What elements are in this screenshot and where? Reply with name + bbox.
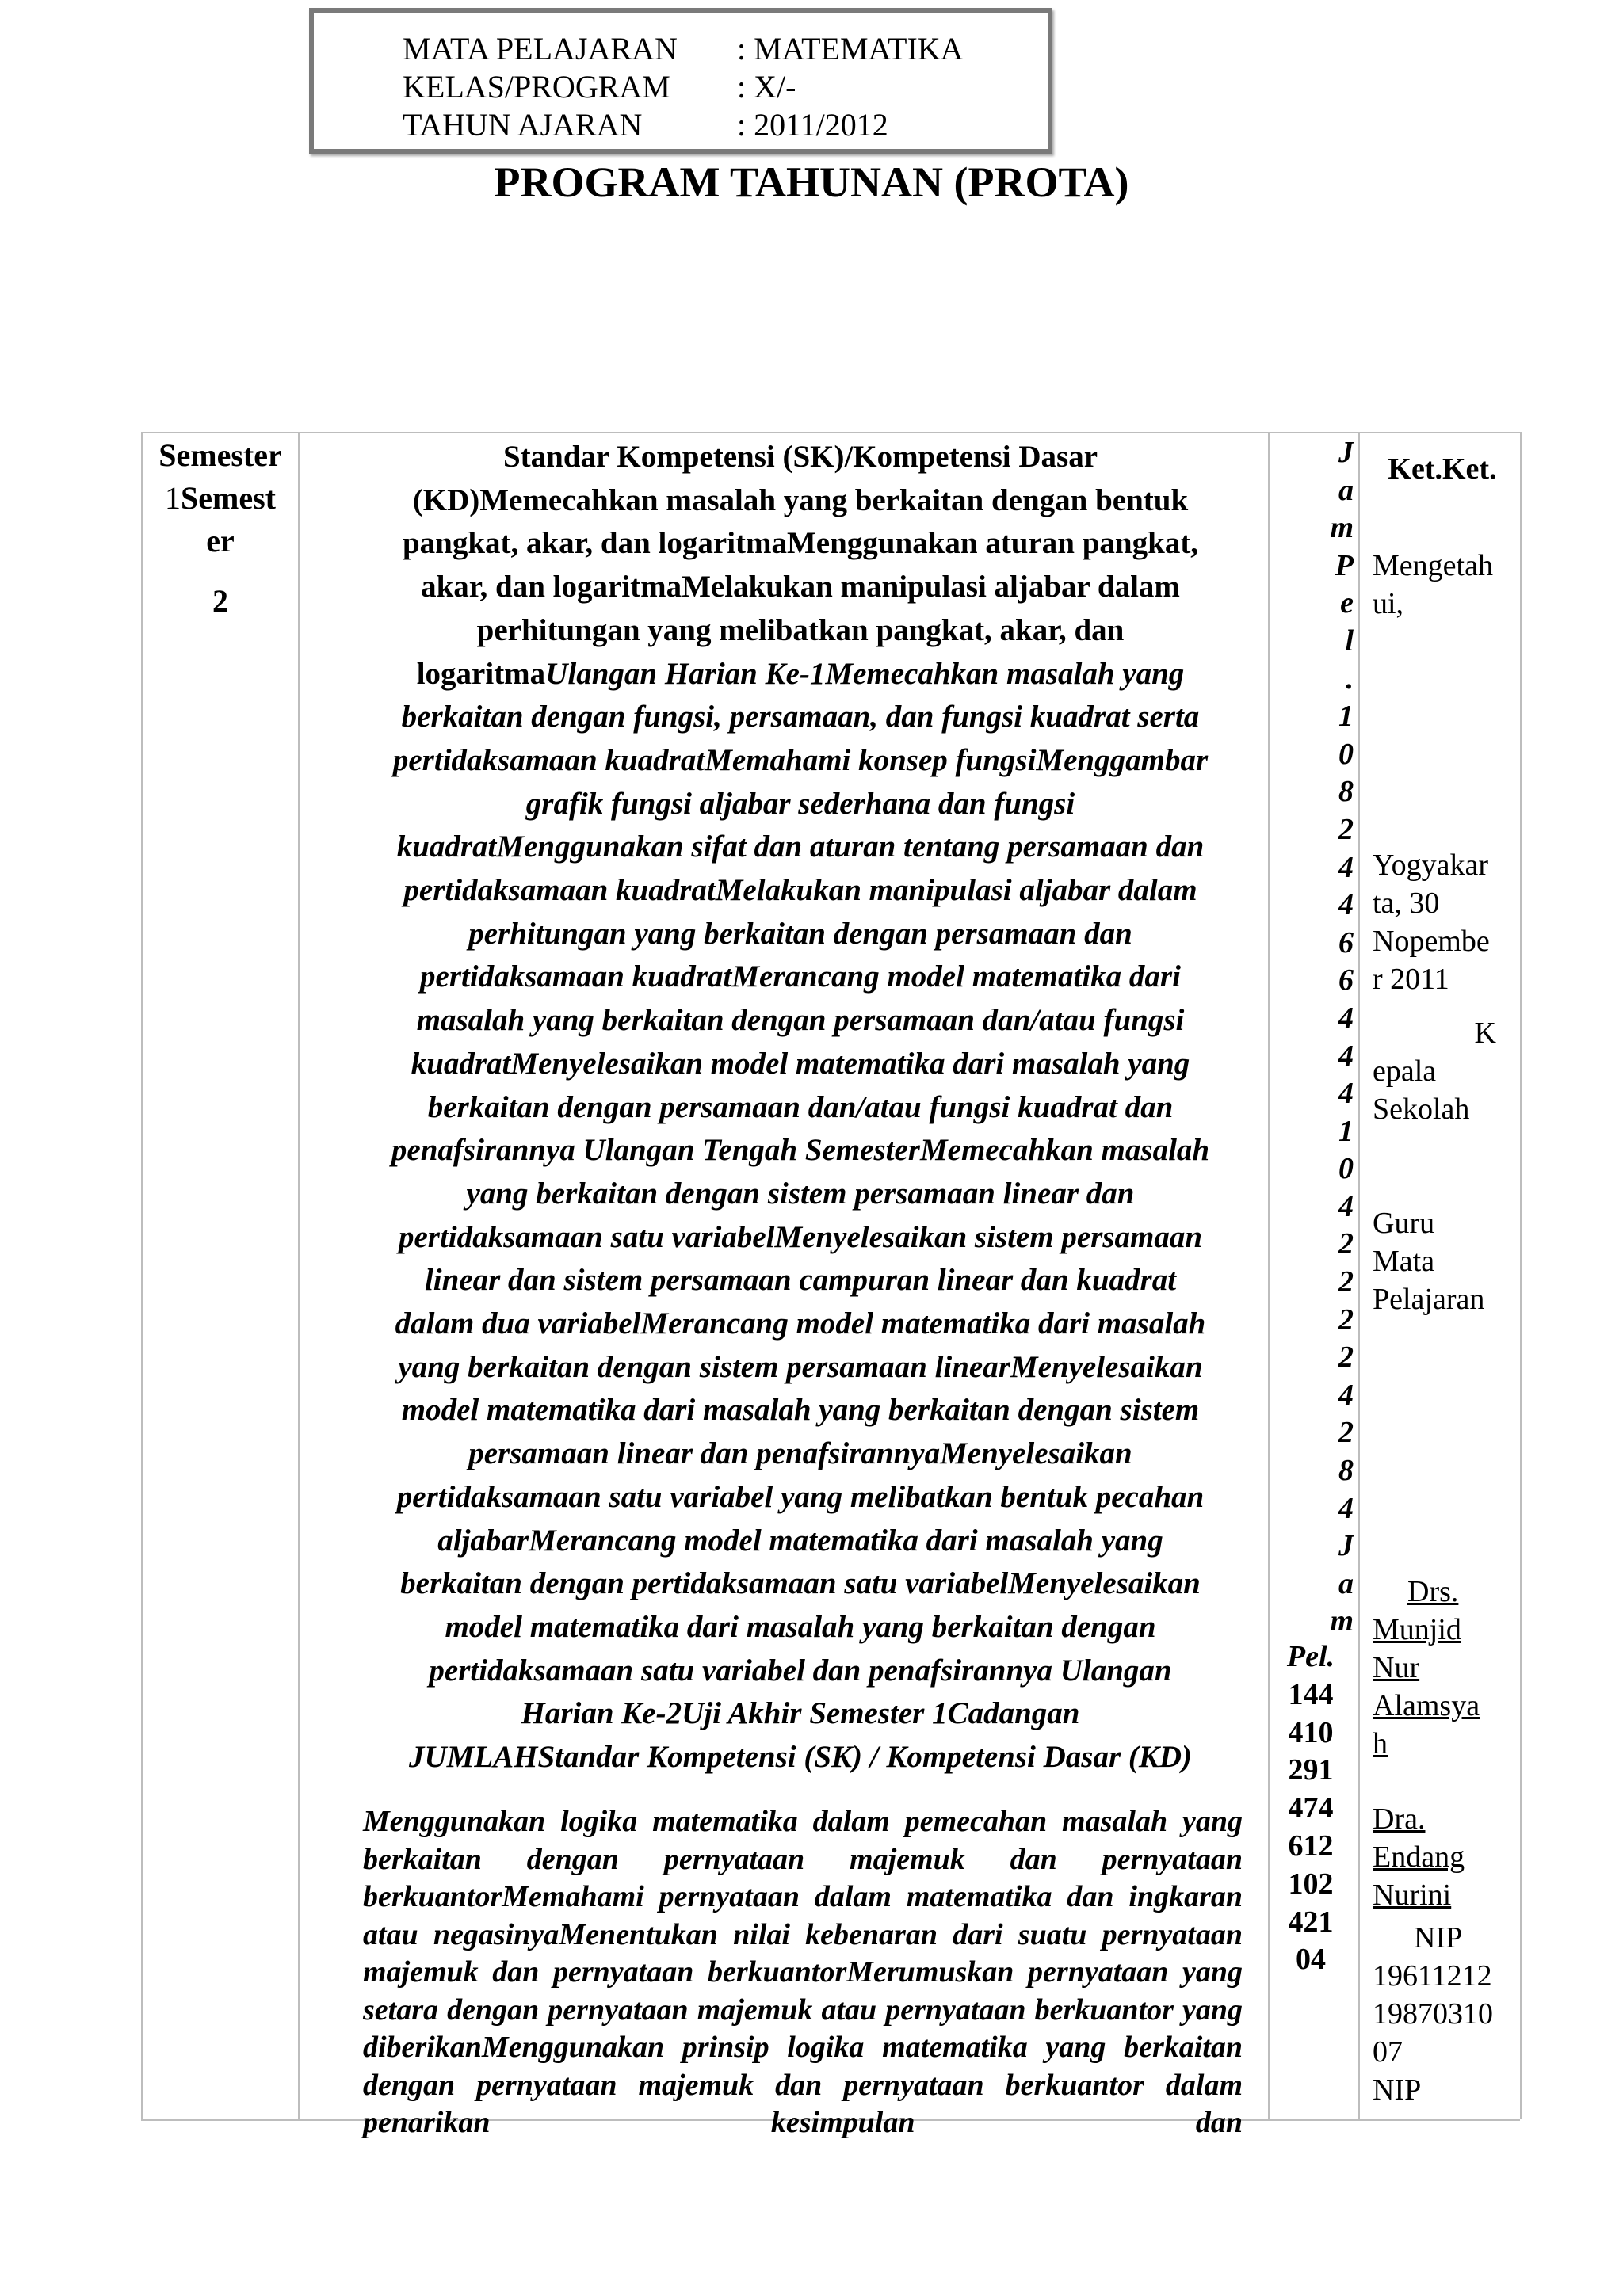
- header-row-year: [403, 106, 888, 144]
- jam-char: P: [1335, 548, 1354, 582]
- competency-line-italic: pertidaksamaan kuadratMemahami konsep fungsiMenggambar: [392, 742, 1209, 777]
- nip-number-line: 07: [1373, 2035, 1403, 2069]
- jam-char: J: [1338, 1529, 1354, 1563]
- ket-line: Mengetah: [1373, 549, 1493, 582]
- competency-line-italic: persamaan linear dan penafsirannyaMenyelesaikan: [468, 1436, 1132, 1471]
- jam-char: 2: [1338, 1265, 1354, 1299]
- ket-line: Nurini: [1373, 1878, 1452, 1912]
- ket-mengetahui: [1373, 547, 1512, 623]
- competency-line: [357, 1173, 1244, 1216]
- competency-line: [357, 913, 1244, 956]
- header-value: : 2011/2012: [737, 107, 888, 143]
- jam-char: 4: [1338, 1491, 1354, 1525]
- jam-char: 0: [1338, 737, 1354, 771]
- jam-char: 1: [1338, 700, 1354, 734]
- ket-line: Mata: [1373, 1245, 1435, 1278]
- guru-name: [1373, 1800, 1512, 1914]
- jam-char: 8: [1338, 1454, 1354, 1488]
- jam-value: 474: [1288, 1791, 1334, 1825]
- page-title: PROGRAM TAHUNAN (PROTA): [494, 158, 1129, 206]
- competency-line: [357, 522, 1244, 566]
- kepsek-name: [1373, 1573, 1512, 1763]
- competency-text-justified: Menggunakan logika matematika dalam pemecahan masalah yang berkaitan dengan pernyataan majemuk dan pernyataan berkuantorMemahami pernyataan dalam matematika dan ingkaran atau negasinyaMenentukan nilai kebenaran dari suatu pernyataan majemuk dan pernyataan berkuantorMerumuskan pernyataan yang setara dengan pernyataan majemuk atau pernyataan berkuantor yang diberikanMenggunakan prinsip logika matematika yang berkaitan dengan pernyataan majemuk dan pernyataan berkuantor dalam penarikan kesimpulan dan: [363, 1805, 1243, 2139]
- jam-char: 4: [1338, 1039, 1354, 1073]
- competency-line-upright: akar, dan logaritmaMelakukan manipulasi aljabar dalam: [421, 570, 1180, 605]
- competency-text: [357, 436, 1244, 1779]
- ket-line: Drs.: [1407, 1575, 1459, 1608]
- competency-line: [357, 826, 1244, 869]
- competency-line-italic: model matematika dari masalah yang berkaitan dengan sistem: [401, 1393, 1200, 1428]
- competency-line: [357, 1086, 1244, 1130]
- jam-char: 2: [1338, 812, 1354, 846]
- ket-guru: [1373, 1204, 1512, 1318]
- competency-line-italic: yang berkaitan dengan sistem persamaan linear dan: [466, 1176, 1135, 1211]
- jam-value: 102: [1288, 1867, 1334, 1901]
- jam-char: 0: [1338, 1152, 1354, 1186]
- competency-line: [357, 999, 1244, 1043]
- ket-line: K: [1474, 1016, 1496, 1050]
- competency-line-upright: pangkat, akar, dan logaritmaMenggunakan aturan pangkat,: [402, 526, 1199, 561]
- jam-char: 4: [1338, 1001, 1354, 1035]
- jam-value: Pel.: [1286, 1640, 1335, 1673]
- ket-line: ta, 30: [1373, 887, 1440, 920]
- ket-line: Dra.: [1373, 1802, 1426, 1836]
- competency-line-italic: Ulangan Harian Ke-1Memecahkan masalah yang: [545, 656, 1185, 691]
- competency-line: [357, 1520, 1244, 1563]
- jam-char: m: [1330, 1604, 1354, 1638]
- table-divider: [1268, 432, 1270, 2119]
- ket-line: Alamsya: [1373, 1689, 1480, 1722]
- competency-line-italic: kuadratMenggunakan sifat dan aturan tentang persamaan dan: [396, 830, 1205, 864]
- competency-line: [357, 1259, 1244, 1302]
- competency-line-italic: berkaitan dengan pertidaksamaan satu variabelMenyelesaikan: [400, 1566, 1201, 1601]
- competency-line: [357, 1650, 1244, 1693]
- competency-line: [357, 479, 1244, 523]
- competency-line: [357, 1043, 1244, 1086]
- jam-char: 2: [1338, 1302, 1354, 1337]
- competency-line-italic: berkaitan dengan fungsi, persamaan, dan fungsi kuadrat serta: [401, 700, 1200, 734]
- nip-number-line: 19611212: [1373, 1959, 1492, 1993]
- ket-line: r 2011: [1373, 963, 1449, 996]
- competency-line-upright: perhitungan yang melibatkan pangkat, akar, dan: [476, 612, 1125, 647]
- competency-line: [357, 1692, 1244, 1736]
- competency-line-italic: penafsirannya Ulangan Tengah SemesterMemecahkan masalah: [391, 1133, 1210, 1168]
- competency-line: [357, 566, 1244, 609]
- semester-line: 1Semest: [165, 480, 276, 516]
- competency-line: [357, 609, 1244, 653]
- jam-char: 1: [1338, 1114, 1354, 1148]
- ket-line: Endang: [1373, 1840, 1465, 1874]
- jam-value: 04: [1296, 1943, 1326, 1977]
- competency-line-italic: berkaitan dengan persamaan dan/atau fungsi kuadrat dan: [427, 1089, 1174, 1124]
- competency-line-upright: (KD)Memecahkan masalah yang berkaitan dengan bentuk: [412, 482, 1189, 517]
- nip-number-line: 19870310: [1373, 1997, 1493, 2031]
- header-row-subject: [403, 30, 964, 68]
- jam-char: 4: [1338, 1189, 1354, 1223]
- competency-line-italic: pertidaksamaan kuadratMerancang model matematika dari: [420, 959, 1181, 994]
- jam-char: 6: [1338, 925, 1354, 959]
- ket-line: Guru: [1373, 1207, 1435, 1240]
- jam-char: 2: [1338, 1227, 1354, 1261]
- ket-line: Munjid: [1373, 1613, 1461, 1646]
- competency-line: [357, 739, 1244, 783]
- ket-line: Yogyakar: [1373, 849, 1489, 882]
- nip-label: NIP: [1373, 2073, 1422, 2107]
- header-value: : X/-: [737, 69, 796, 105]
- ket-place-date: [1373, 846, 1512, 998]
- competency-line: [357, 1346, 1244, 1390]
- jam-char: 4: [1338, 1378, 1354, 1412]
- header-row-class: [403, 68, 796, 106]
- competency-line: [357, 1562, 1244, 1606]
- ket-heading: Ket.Ket.: [1388, 452, 1497, 486]
- ket-line: Nur: [1373, 1651, 1420, 1684]
- competency-line-italic: pertidaksamaan satu variabel yang melibatkan bentuk pecahan: [396, 1479, 1205, 1514]
- table-divider: [1358, 432, 1360, 2119]
- jam-value: 612: [1288, 1829, 1334, 1863]
- competency-line-italic: Harian Ke-2Uji Akhir Semester 1Cadangan: [521, 1696, 1080, 1731]
- competency-line: [357, 1129, 1244, 1173]
- jam-char: .: [1346, 662, 1354, 696]
- competency-line-italic: linear dan sistem persamaan campuran linear dan kuadrat: [424, 1263, 1177, 1298]
- semester-cell: [151, 434, 290, 623]
- semester-line: Semester: [158, 437, 282, 473]
- ket-kepala-sekolah: [1373, 1014, 1512, 1128]
- jam-value: 410: [1288, 1715, 1334, 1749]
- competency-line-italic: yang berkaitan dengan sistem persamaan linearMenyelesaikan: [398, 1349, 1203, 1384]
- jam-char: 8: [1338, 775, 1354, 809]
- jam-char: 4: [1338, 850, 1354, 884]
- competency-line-italic: dalam dua variabelMerancang model matematika dari masalah: [395, 1306, 1206, 1341]
- competency-line: [357, 783, 1244, 826]
- jam-char: 2: [1338, 1341, 1354, 1375]
- jam-value: 291: [1288, 1753, 1334, 1787]
- competency-line: [357, 1389, 1244, 1432]
- competency-line-italic: perhitungan yang berkaitan dengan persamaan dan: [468, 916, 1132, 951]
- jam-char: 4: [1338, 1077, 1354, 1111]
- competency-line-italic: grafik fungsi aljabar sederhana dan fungsi: [525, 786, 1075, 821]
- competency-line-italic: masalah yang berkaitan dengan persamaan dan/atau fungsi: [416, 1003, 1185, 1038]
- competency-line-italic: kuadratMenyelesaikan model matematika dari masalah yang: [411, 1046, 1190, 1081]
- nip-block: [1373, 1919, 1512, 2109]
- header-label: MATA PELAJARAN: [403, 31, 678, 67]
- jam-value: 144: [1288, 1677, 1334, 1711]
- ket-line: ui,: [1373, 587, 1404, 620]
- ket-line: h: [1373, 1727, 1388, 1760]
- competency-line: [357, 869, 1244, 913]
- competency-line: [357, 436, 1244, 479]
- jam-char: 4: [1338, 888, 1354, 922]
- competency-line-upright: Standar Kompetensi (SK)/Kompetensi Dasar: [502, 440, 1098, 474]
- competency-line: [357, 1476, 1244, 1520]
- competency-line-upright: logaritma: [416, 656, 546, 691]
- jam-char: J: [1338, 436, 1354, 469]
- jam-char: e: [1340, 586, 1354, 620]
- header-value: : MATEMATIKA: [737, 31, 964, 67]
- ket-line: Nopembe: [1373, 925, 1490, 958]
- competency-line-italic: JUMLAHStandar Kompetensi (SK) / Kompetensi Dasar (KD): [408, 1740, 1193, 1775]
- competency-line-italic: model matematika dari masalah yang berkaitan dengan: [445, 1609, 1156, 1644]
- semester-line: er: [206, 523, 235, 559]
- competency-line-italic: pertidaksamaan satu variabel dan penafsirannya Ulangan: [429, 1653, 1172, 1688]
- jam-char: m: [1330, 511, 1354, 545]
- competency-line: [357, 1736, 1244, 1779]
- jam-char: 6: [1338, 963, 1354, 997]
- competency-line: [357, 1216, 1244, 1260]
- competency-line: [357, 1302, 1244, 1346]
- competency-line-italic: pertidaksamaan kuadratMelakukan manipulasi aljabar dalam: [403, 873, 1197, 908]
- jam-value: 421: [1288, 1905, 1334, 1939]
- header-label: KELAS/PROGRAM: [403, 69, 670, 105]
- competency-line: [357, 1432, 1244, 1476]
- jam-char: a: [1338, 473, 1354, 507]
- competency-line: [357, 653, 1244, 696]
- ket-line: Pelajaran: [1373, 1283, 1485, 1316]
- jam-pelajaran-values: [1277, 1638, 1344, 1979]
- jam-char: 2: [1338, 1416, 1354, 1450]
- competency-line: [357, 1606, 1244, 1650]
- competency-line: [357, 696, 1244, 739]
- jam-char: l: [1345, 624, 1354, 658]
- table-border-left: [141, 432, 143, 2119]
- competency-line-italic: pertidaksamaan satu variabelMenyelesaikan sistem persamaan: [398, 1219, 1203, 1254]
- nip-label: NIP: [1414, 1921, 1463, 1955]
- header-info-box: [309, 8, 1052, 154]
- semester-number: 2: [212, 583, 228, 619]
- ket-line: epala: [1373, 1055, 1437, 1088]
- table-border-right: [1520, 432, 1522, 2119]
- competency-line-italic: aljabarMerancang model matematika dari masalah yang: [437, 1523, 1163, 1558]
- header-label: TAHUN AJARAN: [403, 107, 643, 143]
- jam-pelajaran-stack: [1322, 434, 1354, 1641]
- jam-char: a: [1338, 1566, 1354, 1600]
- ket-line: Sekolah: [1373, 1093, 1470, 1126]
- table-divider: [298, 432, 300, 2119]
- competency-line: [357, 955, 1244, 999]
